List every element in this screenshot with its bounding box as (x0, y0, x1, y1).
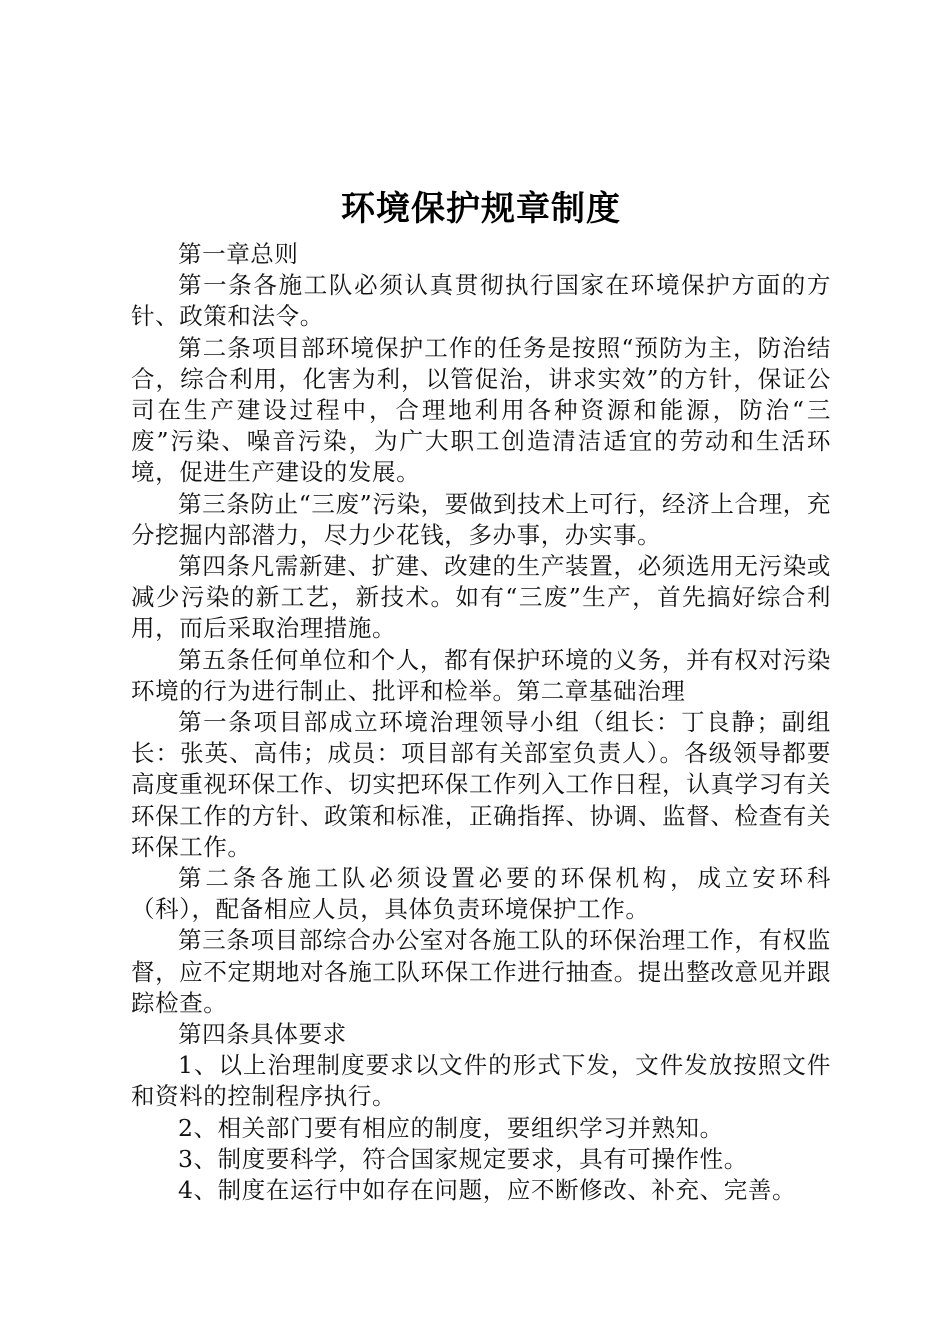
chapter-1-heading: 第一章总则 (178, 240, 299, 268)
chapter-1-article-2: 第二条项目部环境保护工作的任务是按照“预防为主，防治结合，综合利用，化害为利，以管促治，讲求实效”的方针，保证公司在生产建设过程中，合理地利用各种资源和能源，防治“三废”污染、噪音污染，为广大职工创造清洁适宜的劳动和生活环境，促进生产建设的发展。 (131, 333, 831, 487)
chapter-1-article-4: 第四条凡需新建、扩建、改建的生产装置，必须选用无污染或减少污染的新工艺，新技术。如有“三废”生产，首先搞好综合利用，而后采取治理措施。 (131, 552, 831, 643)
chapter-2-article-4: 第四条具体要求 (178, 1020, 347, 1049)
requirement-item-3: 3、制度要科学，符合国家规定要求，具有可操作性。 (178, 1144, 748, 1173)
chapter-1-article-5: 第五条任何单位和个人，都有保护环境的义务，并有权对污染环境的行为进行制止、批评和检举。第二章基础治理 (131, 645, 831, 705)
chapter-2-article-3: 第三条项目部综合办公室对各施工队的环保治理工作，有权监督，应不定期地对各施工队环保工作进行抽查。提出整改意见并跟踪检查。 (131, 926, 831, 1017)
chapter-2-article-2: 第二条各施工队必须设置必要的环保机构，成立安环科（科），配备相应人员，具体负责环境保护工作。 (131, 864, 831, 924)
requirement-item-4: 4、制度在运行中如存在问题，应不断修改、补充、完善。 (178, 1176, 797, 1205)
requirement-item-2: 2、相关部门要有相应的制度，要组织学习并熟知。 (178, 1113, 724, 1142)
document-title: 环境保护规章制度 (341, 189, 621, 229)
chapter-1-article-1: 第一条各施工队必须认真贯彻执行国家在环境保护方面的方针、政策和法令。 (131, 271, 831, 331)
document-page (131, 183, 831, 1206)
requirement-item-1: 1、以上治理制度要求以文件的形式下发，文件发放按照文件和资料的控制程序执行。 (131, 1051, 831, 1111)
chapter-2-article-1: 第一条项目部成立环境治理领导小组（组长：丁良静；副组长：张英、高伟；成员：项目部有关部室负责人）。各级领导都要高度重视环保工作、切实把环保工作列入工作日程，认真学习有关环保工作的方针、政策和标准，正确指挥、协调、监督、检查有关环保工作。 (131, 708, 831, 861)
chapter-1-article-3: 第三条防止“三废”污染，要做到技术上可行，经济上合理，充分挖掘内部潜力，尽力少花钱，多办事，办实事。 (131, 489, 831, 549)
